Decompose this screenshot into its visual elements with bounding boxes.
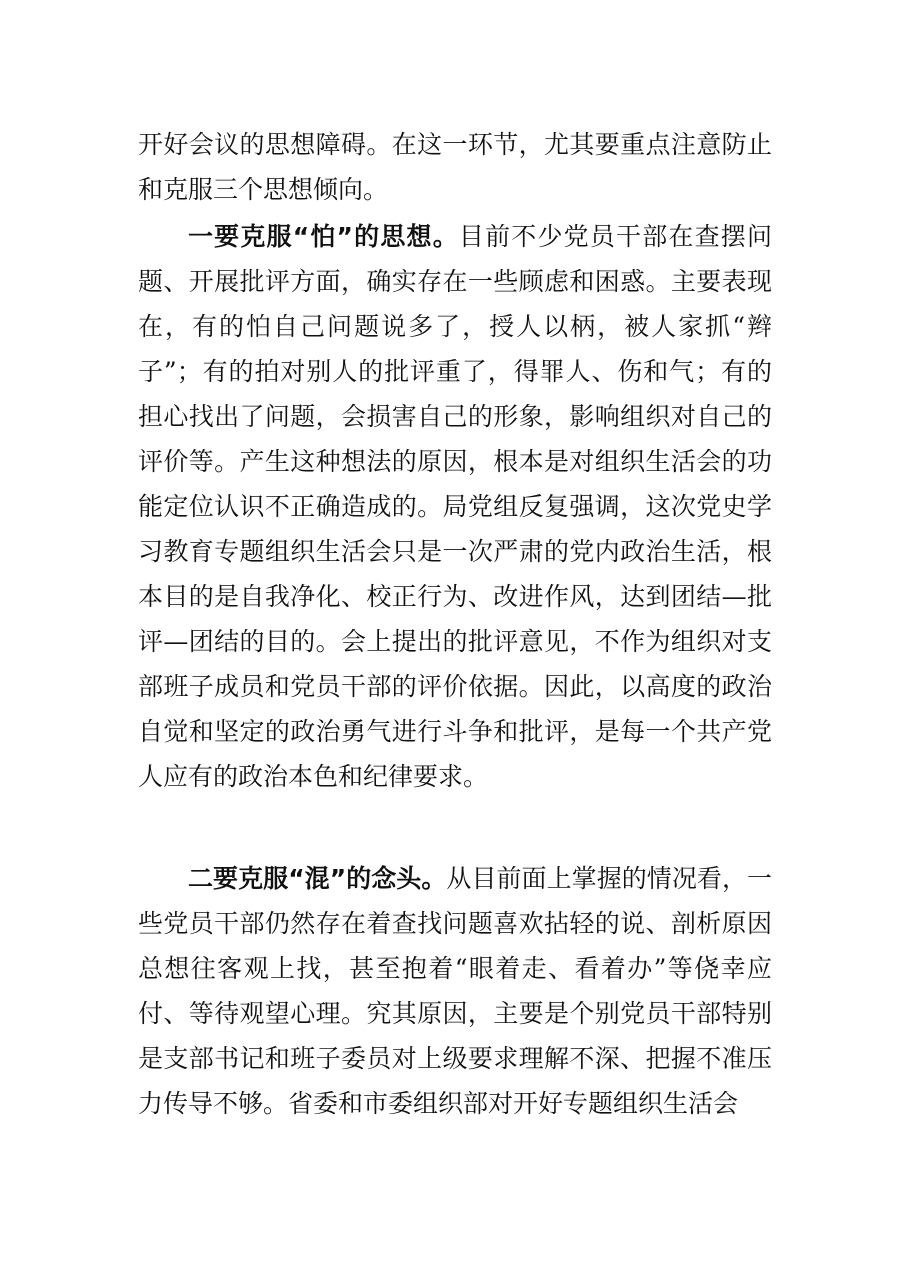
- paragraph-3: [138, 856, 772, 1126]
- paragraph-1: [138, 122, 772, 212]
- paragraph-1-text: [138, 122, 772, 212]
- paragraph-2: [138, 214, 772, 799]
- paragraph-1-body: 开好会议的思想障碍。在这一环节，尤其要重点注意防止和克服三个思想倾向。: [138, 130, 772, 204]
- paragraph-3-body: 从目前面上掌握的情况看，一些党员干部仍然存在着查找问题喜欢拈轻的说、剖析原因总想往客观上找，甚至抱着“眼着走、看着办”等侥幸应付、等待观望心理。究其原因，主要是个别党员干部特别是支部书记和班子委员对上级要求理解不深、把握不准压力传导不够。省委和市委组织部对开好专题组织生活会: [138, 864, 772, 1118]
- paragraph-2-text: [138, 214, 772, 799]
- paragraph-3-heading: 二要克服“混”的念头。: [188, 864, 447, 893]
- paragraph-2-body: 目前不少党员干部在查摆问题、开展批评方面，确实存在一些顾虑和困惑。主要表现在，有的怕自己问题说多了，授人以柄，被人家抓“辫子”；有的拍对别人的批评重了，得罪人、伤和气；有的担心找出了问题，会损害自己的形象，影响组织对自己的评价等。产生这种想法的原因，根本是对组织生活会的功能定位认识不正确造成的。局党组反复强调，这次党史学习教育专题组织生活会只是一次严肃的党内政治生活，根本目的是自我净化、校正行为、改进作风，达到团结—批评—团结的目的。会上提出的批评意见，不作为组织对支部班子成员和党员干部的评价依据。因此，以高度的政治自觉和坚定的政治勇气进行斗争和批评，是每一个共产党人应有的政治本色和纪律要求。: [138, 222, 772, 791]
- paragraph-2-heading: 一要克服“怕”的思想。: [188, 222, 459, 251]
- paragraph-3-text: [138, 856, 772, 1126]
